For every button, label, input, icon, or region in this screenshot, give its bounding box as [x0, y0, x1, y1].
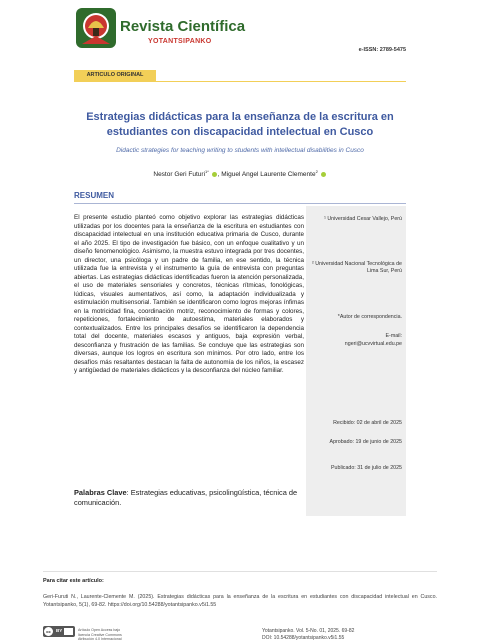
issn: e-ISSN: 2789-5475 — [358, 47, 406, 53]
abstract-text: El presente estudio planteó como objetivo explorar las estrategias didácticas utilizadas por los docentes para la enseñanza de la escritura en estudiantes con discapacidad intelectual en una institución educativa primaria de Cusco, durante el año 2025. El tipo de investigación fue básico, con un enfoque cualitativo y un diseño fenomenológico. Asimismo, la muestra estuvo integrada por tres docentes, un director, una psicóloga y un padre de familia, en ese sentido, la técnica utilizada fue la entrevista y el instrumento la guía de entrevista con preguntas abiertas. Las estrategias didácticas identificadas fueron la atención personalizada, el uso de materiales sensoriales y concretos, técnicas rítmicas, fonológicas, lúdicas, visuales aumentativos, así como, la adaptación individualizada y estimulación multisensorial. También se identificaron como logros mejoras ínfimas en la motricidad fina, coordinación motriz, reconocimiento de formas y colores, repeticiones, fortalecimiento de autoestima, materiales elaborados y contextualizados. Entre los principales desafíos se identificaron la dependencia total del docente, materiales escasos y antiguos, baja expresión verbal, desconfianza y frustración de las familias. Se concluye que las estrategias son diversas, aunque los logros en escritura son mínimos. Por otro lado, entre los desafíos más resaltantes destacan la falta de autonomía de los niños, la escasez y antigüedad de materiales didácticos y la desconfianza del núcleo familiar. — [74, 214, 304, 374]
license-mark-icon — [64, 628, 73, 635]
abstract-divider — [74, 203, 406, 204]
affiliation-1: ¹ Universidad Cesar Vallejo, Perú — [324, 216, 402, 222]
author-1[interactable]: Nestor Geri Futuri — [153, 171, 206, 179]
footer-doi[interactable]: DOI: 10.54288/yotantsipanko.v5i1.55 — [262, 635, 345, 640]
abstract-heading: RESUMEN — [74, 191, 115, 200]
article-type-badge: ARTICULO ORIGINAL — [74, 70, 156, 81]
license-line-3: Atribución 4.0 Internacional — [78, 637, 122, 640]
footer-divider — [43, 571, 437, 572]
by-icon: BY — [56, 628, 63, 633]
orcid-icon[interactable] — [212, 172, 217, 177]
author-line — [60, 169, 420, 178]
license-line-2: licencia Creative Commons — [78, 632, 122, 637]
article-info-sidebar — [306, 206, 406, 516]
author-2[interactable]: Miguel Angel Laurente Clemente — [221, 171, 316, 179]
journal-reference — [262, 628, 354, 640]
license-line-1: Artículo Open Access bajo — [78, 628, 121, 632]
orcid-icon[interactable] — [321, 172, 326, 177]
author-separator: , — [217, 171, 220, 179]
cc-license-icon[interactable] — [43, 626, 75, 637]
approved-date: Aprobado: 19 de junio de 2025 — [329, 439, 402, 445]
published-date: Publicado: 31 de julio de 2025 — [331, 465, 402, 471]
affiliation-2: ² Universidad Nacional Tecnológica de Lima Sur, Perú — [311, 261, 402, 274]
corresponding-note: *Autor de correspondencia. — [337, 314, 402, 320]
cc-icon: cc — [44, 627, 53, 636]
article-title-line1: Estrategias didácticas para la enseñanza de la escritura en — [86, 111, 394, 123]
citation-label: Para citar este artículo: — [43, 578, 104, 584]
journal-title: Revista Científica — [120, 18, 246, 35]
article-title — [60, 110, 420, 140]
article-title-line2: estudiantes con discapacidad intelectual en Cusco — [106, 126, 374, 138]
citation-text[interactable]: Geri-Furuti N., Laurente-Clemente M. (2025). Estrategias didácticas para la enseñanza de la escritura en estudiantes con discapacidad intelectual en Cusco. Yotantsipanko, 5(1), 69-82. https://doi.org/10.54288/yotantsipanko.v5i1.55 — [43, 594, 437, 608]
keywords — [74, 488, 306, 508]
journal-logo-icon — [74, 6, 118, 50]
received-date: Recibido: 02 de abril de 2025 — [333, 420, 402, 426]
journal-subtitle: YOTANTSIPANKO — [148, 38, 212, 45]
keywords-label: Palabras Clave — [74, 488, 127, 497]
author-1-sup: 1* — [205, 169, 209, 174]
license-text — [78, 628, 122, 640]
keywords-text: : Estrategias educativas, psicolingüística, técnica de comunicación. — [74, 488, 298, 507]
badge-divider — [74, 81, 406, 82]
article-subtitle: Didactic strategies for teaching writing to students with intellectual disabilities in Cusco — [116, 147, 364, 154]
email-label: E-mail: — [385, 333, 402, 339]
email-link[interactable]: ngeri@ucvvirtual.edu.pe — [344, 341, 402, 347]
author-2-sup: 2 — [315, 169, 318, 174]
journal-volume: Yotantsipanko. Vol. 5-No. 01, 2025. 69-82 — [262, 628, 355, 634]
